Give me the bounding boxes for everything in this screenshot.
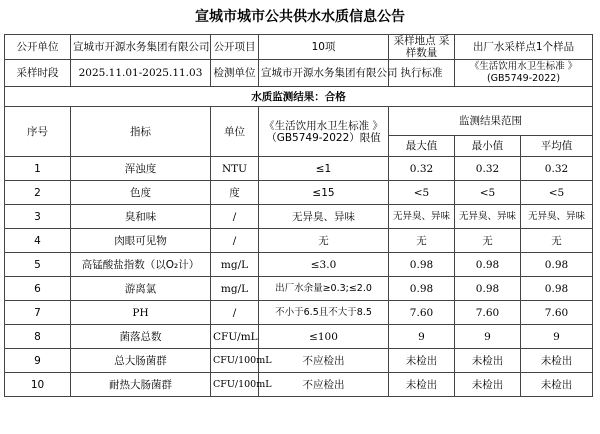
header-avg: 平均值 <box>521 136 593 157</box>
cell-max: 0.98 <box>389 253 455 277</box>
header-range: 监测结果范围 <box>389 107 593 136</box>
result-line: 水质监测结果：合格 <box>5 87 593 107</box>
table-row <box>5 229 593 253</box>
cell-indicator: 臭和味 <box>71 205 211 229</box>
cell-limit: 不小于6.5且不大于8.5 <box>259 301 389 325</box>
table-row <box>5 181 593 205</box>
cell-unit: mg/L <box>211 277 259 301</box>
cell-max: <5 <box>389 181 455 205</box>
table-row <box>5 205 593 229</box>
cell-avg: 未检出 <box>521 349 593 373</box>
cell-avg: 无异臭、异味 <box>521 205 593 229</box>
cell-seq: 7 <box>5 301 71 325</box>
table-row <box>5 157 593 181</box>
cell-avg: 0.98 <box>521 277 593 301</box>
cell-limit: 无 <box>259 229 389 253</box>
header-indicator: 指标 <box>71 107 211 157</box>
cell-min: 无 <box>455 229 521 253</box>
cell-seq: 9 <box>5 349 71 373</box>
items-label: 公开项目 <box>211 35 259 60</box>
cell-max: 0.32 <box>389 157 455 181</box>
cell-indicator: 肉眼可见物 <box>71 229 211 253</box>
water-quality-table <box>4 34 593 397</box>
cell-unit: NTU <box>211 157 259 181</box>
cell-min: 0.98 <box>455 253 521 277</box>
cell-min: <5 <box>455 181 521 205</box>
page-title: 宣城市城市公共供水水质信息公告 <box>195 9 405 25</box>
cell-max: 未检出 <box>389 373 455 397</box>
cell-indicator: 色度 <box>71 181 211 205</box>
cell-max: 无异臭、异味 <box>389 205 455 229</box>
site-label: 采样地点 采样数量 <box>389 35 455 60</box>
cell-limit: 无异臭、异味 <box>259 205 389 229</box>
cell-max: 9 <box>389 325 455 349</box>
cell-seq: 10 <box>5 373 71 397</box>
cell-unit: CFU/100mL <box>211 349 259 373</box>
cell-seq: 6 <box>5 277 71 301</box>
table-row <box>5 349 593 373</box>
cell-avg: 7.60 <box>521 301 593 325</box>
cell-min: 0.32 <box>455 157 521 181</box>
cell-avg: <5 <box>521 181 593 205</box>
cell-avg: 未检出 <box>521 373 593 397</box>
header-max: 最大值 <box>389 136 455 157</box>
cell-limit: ≤15 <box>259 181 389 205</box>
cell-limit: 不应检出 <box>259 349 389 373</box>
cell-seq: 5 <box>5 253 71 277</box>
header-unit: 单位 <box>211 107 259 157</box>
cell-min: 0.98 <box>455 277 521 301</box>
cell-avg: 0.32 <box>521 157 593 181</box>
standard-label: 执行标准 <box>389 60 455 87</box>
cell-limit: ≤3.0 <box>259 253 389 277</box>
cell-max: 无 <box>389 229 455 253</box>
table-row <box>5 325 593 349</box>
cell-indicator: 浑浊度 <box>71 157 211 181</box>
cell-limit: 不应检出 <box>259 373 389 397</box>
cell-seq: 1 <box>5 157 71 181</box>
publisher-value: 宣城市开源水务集团有限公司 <box>71 35 211 60</box>
cell-unit: mg/L <box>211 253 259 277</box>
cell-limit: ≤100 <box>259 325 389 349</box>
table-row <box>5 373 593 397</box>
cell-indicator: PH <box>71 301 211 325</box>
cell-unit: / <box>211 301 259 325</box>
standard-value: 《生活饮用水卫生标准 》(GB5749-2022) <box>455 60 593 87</box>
cell-indicator: 菌落总数 <box>71 325 211 349</box>
cell-limit: 出厂水余量≥0.3;≤2.0 <box>259 277 389 301</box>
table-row <box>5 253 593 277</box>
result-row <box>5 87 593 107</box>
cell-indicator: 总大肠菌群 <box>71 349 211 373</box>
cell-unit: CFU/100mL <box>211 373 259 397</box>
header-limit: 《生活饮用水卫生标准 》（GB5749-2022）限值 <box>259 107 389 157</box>
info-row-1 <box>5 35 593 60</box>
cell-min: 无异臭、异味 <box>455 205 521 229</box>
header-row-1 <box>5 107 593 136</box>
cell-unit: / <box>211 229 259 253</box>
publisher-label: 公开单位 <box>5 35 71 60</box>
detect-value: 宣城市开源水务集团有限公司 <box>259 60 389 87</box>
cell-unit: / <box>211 205 259 229</box>
cell-min: 7.60 <box>455 301 521 325</box>
cell-unit: 度 <box>211 181 259 205</box>
table-row <box>5 301 593 325</box>
info-row-2 <box>5 60 593 87</box>
table-row <box>5 277 593 301</box>
items-value: 10项 <box>259 35 389 60</box>
cell-seq: 4 <box>5 229 71 253</box>
cell-avg: 0.98 <box>521 253 593 277</box>
cell-avg: 无 <box>521 229 593 253</box>
cell-max: 未检出 <box>389 349 455 373</box>
cell-max: 0.98 <box>389 277 455 301</box>
site-value: 出厂水采样点1个样品 <box>455 35 593 60</box>
cell-unit: CFU/mL <box>211 325 259 349</box>
cell-min: 未检出 <box>455 373 521 397</box>
cell-min: 9 <box>455 325 521 349</box>
cell-seq: 2 <box>5 181 71 205</box>
header-seq: 序号 <box>5 107 71 157</box>
cell-limit: ≤1 <box>259 157 389 181</box>
header-min: 最小值 <box>455 136 521 157</box>
cell-seq: 8 <box>5 325 71 349</box>
period-value: 2025.11.01-2025.11.03 <box>71 60 211 87</box>
cell-indicator: 耐热大肠菌群 <box>71 373 211 397</box>
cell-avg: 9 <box>521 325 593 349</box>
cell-max: 7.60 <box>389 301 455 325</box>
detect-label: 检测单位 <box>211 60 259 87</box>
cell-seq: 3 <box>5 205 71 229</box>
cell-min: 未检出 <box>455 349 521 373</box>
cell-indicator: 高锰酸盐指数（以O₂计） <box>71 253 211 277</box>
cell-indicator: 游离氯 <box>71 277 211 301</box>
period-label: 采样时段 <box>5 60 71 87</box>
